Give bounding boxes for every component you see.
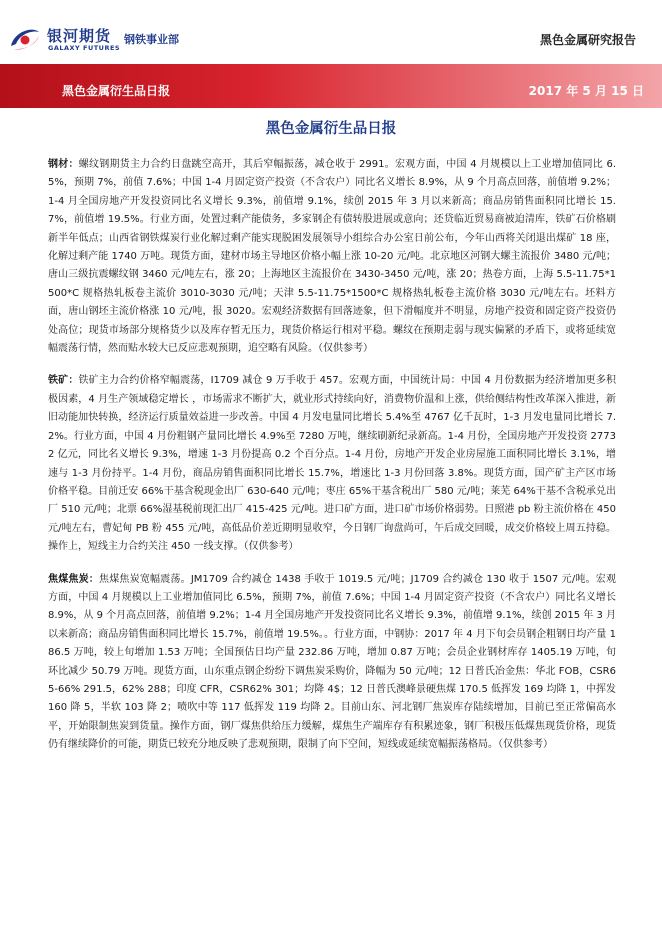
section-heading: 焦煤焦炭： — [48, 573, 100, 585]
section-text: 螺纹钢期货主力合约日盘跳空高开，其后窄幅振荡，减仓收于 2991。宏观方面，中国 4 月规模以上工业增加值同比 6.5%，预期 7%，前值 7.6%；中国 1-4 月固定资产投资（不含农户）同比名义增长 8.9%，从 9 个月高点回落，前值增 9.2%；1-4 月全国房地产开发投资同比名义增长 9.3%，前值增 9.1%，续创 2015 年 3 月以来新高；商品房销售面积同比增长 15.7%，前值增 19.5%。行业方面，处置过剩产能债务，多家钢企有债转股进展或意向；还贷临近贸易商被迫清库，铁矿石价格刷新半年低点；山西省钢铁煤炭行业化解过剩产能实现脱困发展领导小组综合办公室日前公布，今年山西将关闭退出煤矿 18 座，化解过剩产能 1740 万吨。现货方面，建材市场主导地区价格小幅上涨 10-20 元/吨。北京地区河钢大螺主流报价 3480 元/吨；唐山三级抗震螺纹钢 3460 元/吨左右，涨 20；上海地区主流报价在 3430-3450 元/吨，涨 20；热卷方面，上海 5.5-11.75*1500*C 规格热轧板卷主流价 3010-3030 元/吨；天津 5.5-11.75*1500*C 规格热轧板卷主流价格 3030 元/吨左右。坯料方面，唐山钢坯主流价格涨 10 元/吨，报 3020。宏观经济数据有回落迹象，但下滑幅度并不明显，房地产投资和固定资产投资仍处高位；现货市场部分规格货少以及库存暂无压力，现货价格运行相对平稳。螺纹在预期走弱与现实偏紧的矛盾下，或将延续宽幅震荡行情，然而贴水较大已反应悲观预期，追空略有风险。（仅供参考） — [48, 159, 616, 355]
section-text: 焦煤焦炭宽幅震荡。JM1709 合约减仓 1438 手收于 1019.5 元/吨；J1709 合约减仓 130 收于 1507 元/吨。宏观方面，中国 4 月规模以上工业增加值同比 6.5%，预期 7%，前值 7.6%；中国 1-4 月固定资产投资（不含农户）同比名义增长 8.9%，从 9 个月高点回落，前值增 9.2%；1-4 月全国房地产开发投资同比名义增长 9.3%，前值增 9.1%，续创 2015 年 3 月以来新高；商品房销售面积同比增长 15.7%，前值增 19.5%。。行业方面，中钢协：2017 年 4 月下旬会员钢企粗钢日均产量 186.5 万吨，较上旬增加 1.53 万吨；全国预估日均产量 232.86 万吨，增加 0.87 万吨；会员企业钢材库存 1405.19 万吨，旬环比减少 50.79 万吨。现货方面，山东重点钢企纷纷下调焦炭采购价，降幅为 50 元/吨；12 日普氏冶金焦：华北 FOB，CSR65-66% 291.5，62% 288；印度 CFR，CSR62% 301；均降 4$；12 日普氏澳峰景硬焦煤 170.5 低挥发 169 均降 1，中挥发 160 降 5，半软 103 降 2；喷吹中等 117 低挥发 119 均降 2。目前山东、河北钢厂焦炭库存陆续增加，目前已至正常偏高水平，开始限制焦炭到货量。操作方面，钢厂煤焦供给压力缓解，煤焦生产端库存有积累迹象，钢厂积极压低煤焦现货价格，现货仍有继续降价的可能，期货已较充分地反映了悲观预期，限制了向下空间，短线或延续宽幅振荡格局。（仅供参考） — [48, 573, 616, 751]
section-text: 铁矿主力合约价格窄幅震荡，I1709 减仓 9 万手收于 457。宏观方面，中国统计局：中国 4 月份数据为经济增加更多积极因素，4 月生产领域稳定增长 ，市场需求不断扩大，就业形式持续向好，消费物价温和上涨，供给侧结构性改革深入推进，新旧动能加快转换，经济运行质量效益进一步改善。中国 4 月发电量同比增长 5.4%至 4767 亿千瓦时，1-3 月发电量同比增长 7.2%。行业方面，中国 4 月份粗钢产量同比增长 4.9%至 7280 万吨，继续刷新纪录新高。1-4 月份，全国房地产开发投资 27732 亿元，同比名义增长 9.3%，增速 1-3 月份提高 0.2 个百分点。1-4 月份，房地产开发企业房屋施工面积同比增长 3.1%，增速与 1-3 月份持平。1-4 月份，商品房销售面积同比增长 15.7%，增速比 1-3 月份回落 3.8%。现货方面，国产矿主产区市场价格平稳。目前迁安 66%干基含税现金出厂 630-640 元/吨；枣庄 65%干基含税出厂 580 元/吨；莱芜 64%干基不含税承兑出厂 510 元/吨；北票 66%湿基税前现汇出厂 415-425 元/吨。进口矿方面，进口矿市场价格弱势。日照港 pb 粉主流价格在 450 元/吨左右，曹妃甸 PB 粉 455 元/吨，高低品价差近期明显收窄，今日钢厂询盘尚可，午后成交回暖，成交价格较上周五持稳。操作上，短线主力合约关注 450 一线支撑。（仅供参考） — [48, 375, 616, 553]
department-label: 钢铁事业部 — [124, 33, 179, 46]
report-date: 2017 年 5 月 15 日 — [528, 84, 644, 98]
section-heading: 钢材： — [48, 159, 79, 170]
section-steel — [48, 156, 616, 358]
report-header — [0, 0, 662, 62]
report-type-label: 黑色金属研究报告 — [539, 33, 636, 47]
section-iron-ore — [48, 372, 616, 556]
band-title: 黑色金属衍生品日报 — [62, 84, 171, 98]
galaxy-futures-logo-icon — [8, 24, 42, 52]
logo-english-name: GALAXY FUTURES — [48, 44, 121, 52]
title-band — [0, 64, 662, 108]
document-title: 黑色金属衍生品日报 — [265, 121, 397, 137]
report-body — [48, 156, 616, 769]
section-coking-coal — [48, 571, 616, 755]
logo-chinese-name: 银河期货 — [47, 27, 112, 45]
section-heading: 铁矿： — [48, 375, 79, 387]
